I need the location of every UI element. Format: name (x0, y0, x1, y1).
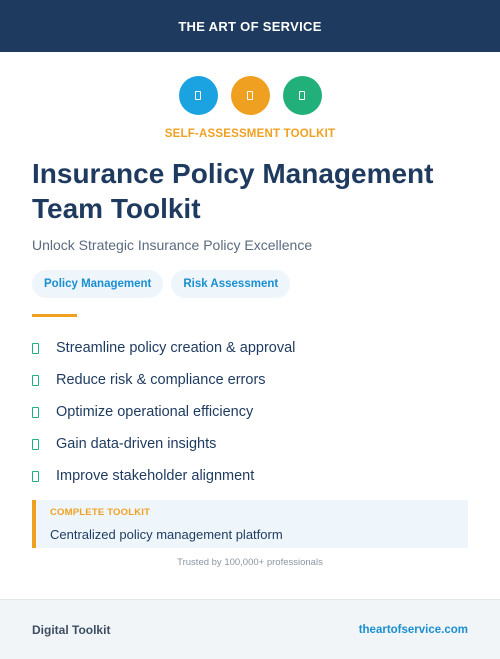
document-icon-blue (179, 76, 218, 115)
trusted-note: Trusted by 100,000+ professionals (177, 557, 323, 568)
checkbox-icon (32, 471, 39, 482)
feature-item (32, 460, 295, 492)
tag-policy-management: Policy Management (32, 270, 163, 298)
document-icon (299, 91, 305, 100)
callout-label: COMPLETE TOOLKIT (50, 507, 151, 518)
footer (0, 599, 500, 659)
feature-item (32, 428, 295, 460)
footer-label: Digital Toolkit (32, 622, 111, 637)
feature-item (32, 364, 295, 396)
checkbox-icon (32, 343, 39, 354)
feature-text: Optimize operational efficiency (56, 404, 254, 420)
feature-list (32, 332, 295, 492)
feature-text: Improve stakeholder alignment (56, 468, 255, 484)
callout-text: Centralized policy management platform (50, 527, 283, 542)
feature-item (32, 396, 295, 428)
checkbox-icon (32, 439, 39, 450)
tag-list (32, 270, 290, 298)
brand-name: THE ART OF SERVICE (178, 18, 322, 34)
checkbox-icon (32, 375, 39, 386)
top-banner (0, 0, 500, 52)
website-link[interactable]: theartofservice.com (358, 623, 468, 636)
tag-risk-assessment: Risk Assessment (171, 270, 290, 298)
feature-item (32, 332, 295, 364)
document-icon-green (283, 76, 322, 115)
feature-text: Gain data-driven insights (56, 436, 217, 452)
document-icon (247, 91, 253, 100)
checkbox-icon (32, 407, 39, 418)
kicker-label: SELF-ASSESSMENT TOOLKIT (164, 128, 336, 140)
document-icon-orange (231, 76, 270, 115)
accent-divider (32, 314, 77, 317)
page-title: Insurance Policy Management Team Toolkit (32, 158, 434, 224)
feature-text: Reduce risk & compliance errors (56, 372, 266, 388)
feature-text: Streamline policy creation & approval (56, 340, 296, 356)
icon-row (0, 76, 500, 115)
toolkit-callout (32, 500, 468, 548)
document-icon (195, 91, 201, 100)
subtitle: Unlock Strategic Insurance Policy Excellence (32, 237, 313, 253)
